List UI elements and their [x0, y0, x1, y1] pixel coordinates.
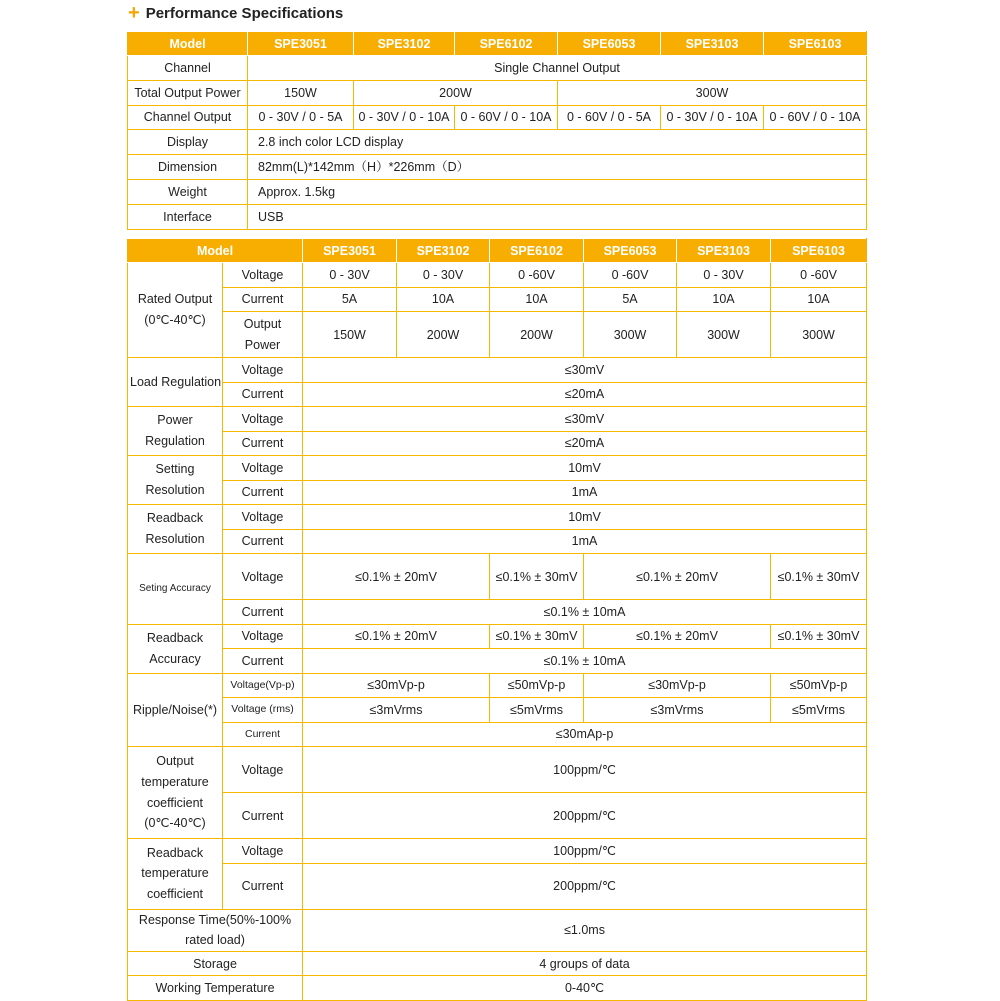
group-label-rated-output: Rated Output (0℃-40℃): [128, 263, 223, 358]
table-row: [128, 951, 867, 976]
table-row: [128, 722, 867, 747]
table-row: [128, 505, 867, 530]
row-label: Weight: [128, 179, 248, 204]
cell-value: 200W: [490, 312, 584, 358]
cell-value: 0-40℃: [303, 976, 867, 1001]
model-name: SPE6053: [584, 239, 677, 263]
table-row: [128, 909, 867, 951]
table-header-row: [128, 239, 867, 263]
cell-value: ≤3mVrms: [303, 698, 490, 723]
model-header: Model: [128, 32, 248, 56]
cell-value: 0 - 30V / 0 - 10A: [354, 105, 455, 130]
cell-value: ≤30mV: [303, 407, 867, 432]
row-label-response-time: Response Time(50%-100% rated load): [128, 909, 303, 951]
row-label: Total Output Power: [128, 80, 248, 105]
table-row: [128, 554, 867, 600]
cell-value: USB: [248, 204, 867, 229]
cell-value: 10A: [677, 287, 771, 312]
model-name: SPE6102: [455, 32, 558, 56]
cell-value: 2.8 inch color LCD display: [248, 130, 867, 155]
row-label: Working Temperature: [128, 976, 303, 1001]
group-label-power-regulation: Power Regulation: [128, 407, 223, 456]
cell-value: ≤30mAp-p: [303, 722, 867, 747]
cell-value: 150W: [303, 312, 397, 358]
table-row: [128, 431, 867, 456]
model-name: SPE6103: [771, 239, 867, 263]
cell-value: ≤0.1% ± 20mV: [584, 624, 771, 649]
cell-value: 0 - 30V / 0 - 5A: [248, 105, 354, 130]
table-row: [128, 698, 867, 723]
table-row: [128, 382, 867, 407]
table-header-row: [128, 32, 867, 56]
model-name: SPE3102: [354, 32, 455, 56]
general-spec-table: [127, 31, 867, 230]
row-label: Storage: [128, 951, 303, 976]
sub-label: Voltage (rms): [223, 698, 303, 723]
sub-label: Voltage: [223, 505, 303, 530]
section-title-text: Performance Specifications: [145, 4, 344, 22]
table-row: [128, 287, 867, 312]
table-row: [128, 863, 867, 909]
cell-value: ≤0.1% ± 30mV: [490, 554, 584, 600]
table-row: [128, 456, 867, 481]
cell-value: 5A: [303, 287, 397, 312]
cell-value: 4 groups of data: [303, 951, 867, 976]
table-row: [128, 179, 867, 204]
sub-label: Voltage: [223, 407, 303, 432]
group-label: Load Regulation: [128, 358, 223, 407]
section-title: [128, 2, 343, 24]
model-name: SPE3103: [661, 32, 764, 56]
cell-value: 5A: [584, 287, 677, 312]
cell-value: ≤20mA: [303, 431, 867, 456]
sub-label-output-power: Output Power: [223, 312, 303, 358]
cell-value: 10mV: [303, 456, 867, 481]
row-label: Display: [128, 130, 248, 155]
sub-label: Voltage: [223, 747, 303, 793]
cell-value: 300W: [584, 312, 677, 358]
group-label: Seting Accuracy: [128, 554, 223, 625]
table-row: [128, 407, 867, 432]
model-header: Model: [128, 239, 303, 263]
sub-label: Voltage: [223, 624, 303, 649]
table-row: [128, 56, 867, 81]
cell-value: ≤5mVrms: [771, 698, 867, 723]
cell-value: 10A: [490, 287, 584, 312]
model-name: SPE6102: [490, 239, 584, 263]
cell-value: ≤20mA: [303, 382, 867, 407]
sub-label: Current: [223, 649, 303, 674]
cell-value: ≤0.1% ± 20mV: [584, 554, 771, 600]
cell-value: Single Channel Output: [248, 56, 867, 81]
table-row: [128, 105, 867, 130]
group-label-output-temp-coefficient: Output temperature coefficient (0℃-40℃): [128, 747, 223, 839]
sub-label: Current: [223, 600, 303, 625]
row-label: Dimension: [128, 155, 248, 180]
cell-value: 0 -60V: [584, 263, 677, 288]
cell-value: 1mA: [303, 480, 867, 505]
cell-value: ≤0.1% ± 30mV: [771, 624, 867, 649]
cell-value: ≤1.0ms: [303, 909, 867, 951]
table-row: [128, 263, 867, 288]
sub-label: Voltage(Vp-p): [223, 673, 303, 698]
table-row: [128, 673, 867, 698]
cell-value: ≤0.1% ± 10mA: [303, 600, 867, 625]
group-label-readback-temp-coefficient: Readback temperature coefficient: [128, 839, 223, 910]
table-row: [128, 358, 867, 383]
cell-value: Approx. 1.5kg: [248, 179, 867, 204]
electrical-spec-table: [127, 238, 867, 1001]
table-row: [128, 312, 867, 358]
cell-value: 100ppm/℃: [303, 747, 867, 793]
table-row: [128, 600, 867, 625]
cell-value: 300W: [677, 312, 771, 358]
cell-value: 10A: [397, 287, 490, 312]
table-row: [128, 624, 867, 649]
sub-label: Voltage: [223, 839, 303, 864]
cell-value: 0 - 30V: [677, 263, 771, 288]
cell-value: 0 - 30V: [397, 263, 490, 288]
sub-label: Current: [223, 480, 303, 505]
cell-value: ≤0.1% ± 10mA: [303, 649, 867, 674]
sub-label: Current: [223, 287, 303, 312]
cell-value: ≤0.1% ± 30mV: [771, 554, 867, 600]
cell-value: 0 - 30V / 0 - 10A: [661, 105, 764, 130]
model-name: SPE6103: [764, 32, 867, 56]
sub-label: Current: [223, 722, 303, 747]
cell-value: 200W: [397, 312, 490, 358]
cell-value: 0 -60V: [771, 263, 867, 288]
model-name: SPE3051: [303, 239, 397, 263]
cell-value: ≤5mVrms: [490, 698, 584, 723]
cell-value: ≤30mVp-p: [303, 673, 490, 698]
table-row: [128, 529, 867, 554]
cell-value: ≤0.1% ± 20mV: [303, 554, 490, 600]
cell-value: 0 - 60V / 0 - 5A: [558, 105, 661, 130]
cell-value: 200ppm/℃: [303, 863, 867, 909]
cell-value: 100ppm/℃: [303, 839, 867, 864]
model-name: SPE3051: [248, 32, 354, 56]
table-row: [128, 204, 867, 229]
cell-value: 1mA: [303, 529, 867, 554]
row-label: Channel Output: [128, 105, 248, 130]
model-name: SPE3102: [397, 239, 490, 263]
sub-label: Voltage: [223, 263, 303, 288]
sub-label: Voltage: [223, 456, 303, 481]
cell-value: 0 -60V: [490, 263, 584, 288]
sub-label: Current: [223, 382, 303, 407]
table-row: [128, 155, 867, 180]
row-label: Channel: [128, 56, 248, 81]
cell-value: ≤30mV: [303, 358, 867, 383]
cell-value: ≤3mVrms: [584, 698, 771, 723]
cell-value: ≤30mVp-p: [584, 673, 771, 698]
cell-value: ≤0.1% ± 20mV: [303, 624, 490, 649]
cell-value: 300W: [771, 312, 867, 358]
cell-value: 150W: [248, 80, 354, 105]
sub-label: Current: [223, 529, 303, 554]
cell-value: 200ppm/℃: [303, 793, 867, 839]
table-row: [128, 793, 867, 839]
model-name: SPE3103: [677, 239, 771, 263]
cell-value: ≤0.1% ± 30mV: [490, 624, 584, 649]
row-label: Interface: [128, 204, 248, 229]
group-label-setting-resolution: Setting Resolution: [128, 456, 223, 505]
sub-label: Current: [223, 431, 303, 456]
table-row: [128, 80, 867, 105]
cell-value: 0 - 30V: [303, 263, 397, 288]
sub-label: Current: [223, 863, 303, 909]
group-label: Ripple/Noise(*): [128, 673, 223, 747]
cell-value: ≤50mVp-p: [490, 673, 584, 698]
cell-value: 200W: [354, 80, 558, 105]
table-row: [128, 747, 867, 793]
cell-value: 0 - 60V / 0 - 10A: [764, 105, 867, 130]
sub-label: Voltage: [223, 554, 303, 600]
cell-value: ≤50mVp-p: [771, 673, 867, 698]
cell-value: 82mm(L)*142mm（H）*226mm（D）: [248, 155, 867, 180]
table-row: [128, 649, 867, 674]
cell-value: 300W: [558, 80, 867, 105]
table-row: [128, 480, 867, 505]
group-label-readback-resolution: Readback Resolution: [128, 505, 223, 554]
sub-label: Current: [223, 793, 303, 839]
sub-label: Voltage: [223, 358, 303, 383]
cell-value: 10mV: [303, 505, 867, 530]
plus-icon: +: [128, 2, 140, 24]
table-row: [128, 976, 867, 1001]
model-name: SPE6053: [558, 32, 661, 56]
table-row: [128, 130, 867, 155]
table-row: [128, 839, 867, 864]
group-label-readback-accuracy: Readback Accuracy: [128, 624, 223, 673]
cell-value: 10A: [771, 287, 867, 312]
cell-value: 0 - 60V / 0 - 10A: [455, 105, 558, 130]
